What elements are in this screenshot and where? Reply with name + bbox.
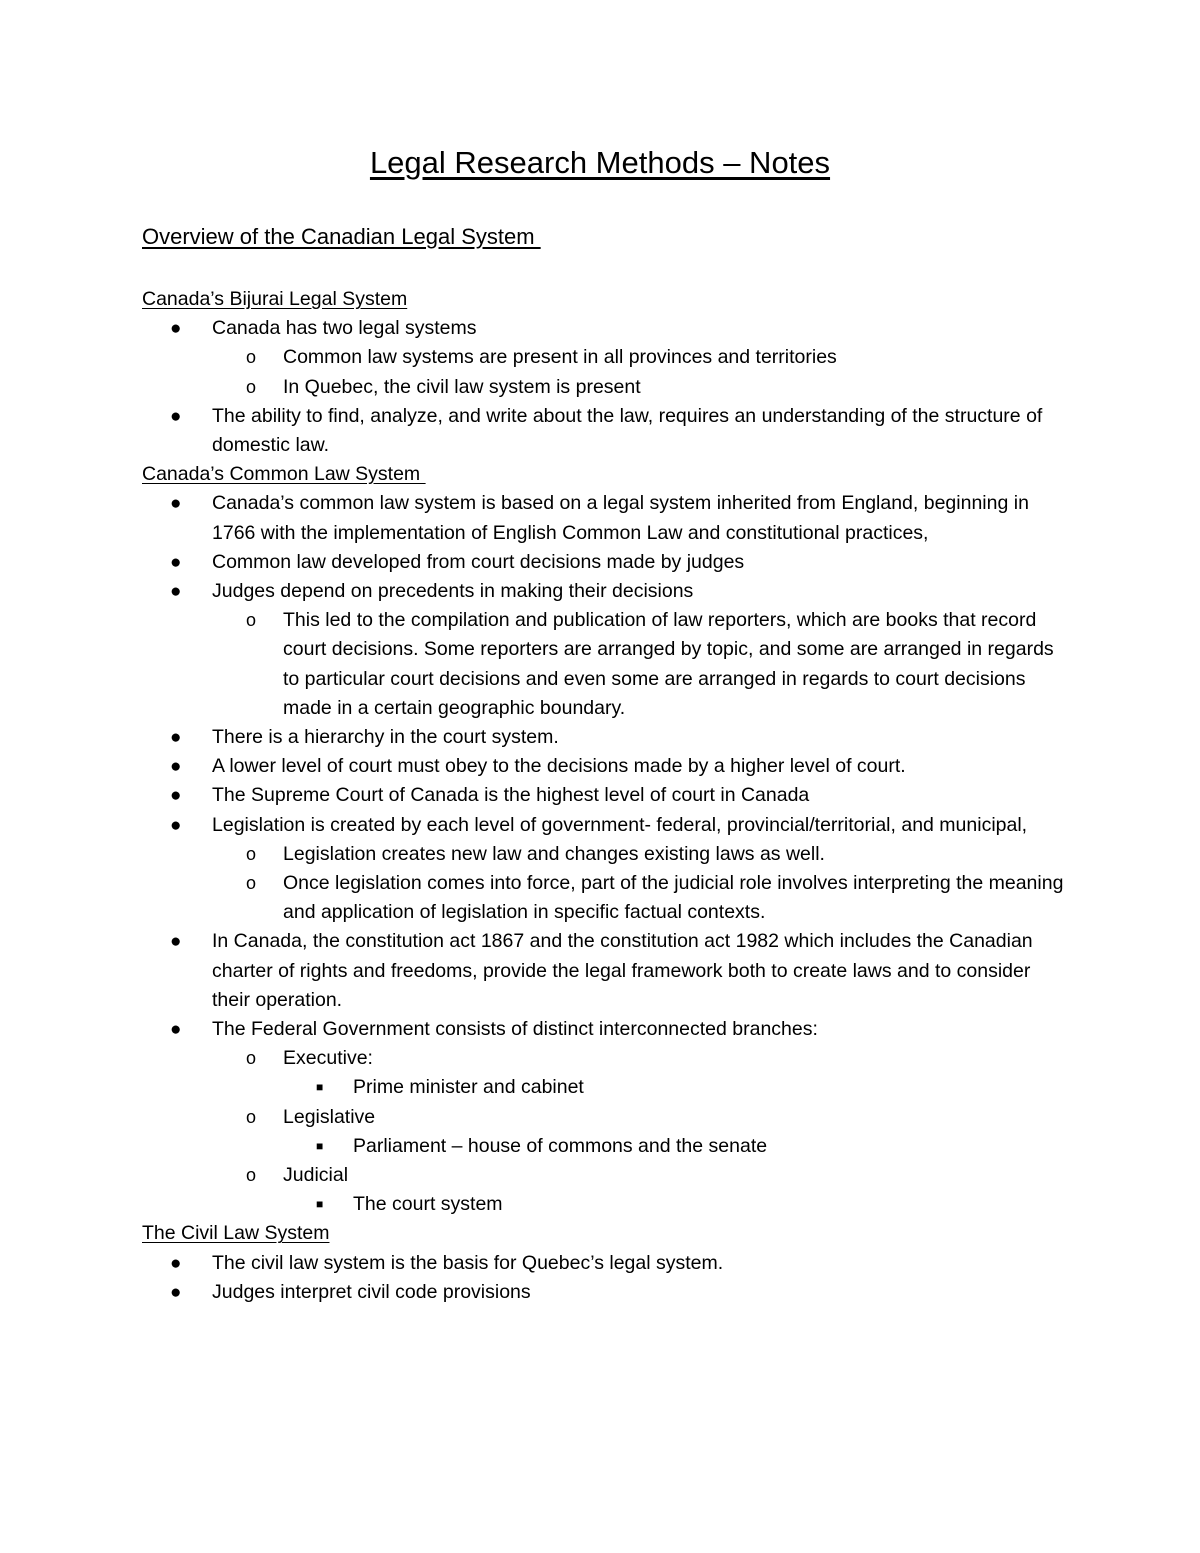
bullet-list (142, 1249, 1072, 1307)
list-item (142, 548, 1072, 577)
list-item-text: The civil law system is the basis for Quebec’s legal system. (212, 1251, 724, 1274)
list-item (142, 606, 1072, 723)
bullet-marker: ● (170, 727, 182, 749)
bullet-list (142, 314, 1072, 460)
list-item-text: In Quebec, the civil law system is present (283, 375, 641, 398)
bullet-marker: ● (170, 493, 182, 515)
list-item (142, 489, 1072, 547)
list-item (142, 752, 1072, 781)
bullet-marker: o (246, 347, 257, 368)
bullet-marker: ■ (316, 1080, 324, 1095)
bullet-marker: o (246, 1165, 257, 1186)
list-item-text: The ability to find, analyze, and write about the law, requires an understanding of the structure of domestic law. (212, 404, 1043, 456)
overview-heading: Overview of the Canadian Legal System (142, 224, 541, 249)
bullet-marker: o (246, 1048, 257, 1069)
list-item-text: There is a hierarchy in the court system. (212, 726, 559, 749)
list-item-text: Canada’s common law system is based on a legal system inherited from England, beginning in 1766 with the implementation of English Common Law and constitutional practices, (212, 492, 1029, 544)
list-item-text: The court system (353, 1193, 503, 1216)
list-item-text: This led to the compilation and publication of law reporters, which are books that record court decisions. Some reporters are arranged by topic, and some are arranged in regards to particular court decisions and even some are arranged in regards to court decisions made in a certain geographic boundary. (283, 609, 1054, 719)
list-item (142, 577, 1072, 606)
list-item (142, 1278, 1072, 1307)
bullet-marker: ● (170, 931, 182, 953)
list-item (142, 927, 1072, 1015)
list-item-text: Judges interpret civil code provisions (212, 1280, 531, 1303)
list-item (142, 402, 1072, 460)
list-item (142, 1103, 1072, 1132)
document-title: Legal Research Methods – Notes (369, 145, 831, 180)
list-item (142, 1044, 1072, 1073)
section-heading: The Civil Law System (142, 1222, 330, 1245)
list-item (142, 343, 1072, 372)
bullet-marker: ■ (316, 1197, 324, 1212)
list-item (142, 1190, 1072, 1219)
list-item (142, 1161, 1072, 1190)
list-item (142, 1249, 1072, 1278)
bullet-marker: ● (170, 1019, 182, 1041)
list-item (142, 1015, 1072, 1044)
bullet-marker: ● (170, 1281, 182, 1303)
list-item-text: Executive: (283, 1047, 373, 1070)
bullet-marker: o (246, 1106, 257, 1127)
list-item (142, 314, 1072, 343)
section-bijural-legal-system (142, 285, 1072, 460)
list-item-text: Common law systems are present in all provinces and territories (283, 346, 837, 369)
section-heading: Canada’s Bijurai Legal System (142, 288, 408, 310)
bullet-marker: ● (170, 1252, 182, 1274)
list-item-text: Legislation is created by each level of government- federal, provincial/territorial, and municipal, (212, 813, 1028, 836)
list-item-text: The Supreme Court of Canada is the highest level of court in Canada (212, 784, 810, 807)
list-item (142, 373, 1072, 402)
bullet-marker: o (246, 873, 257, 894)
list-item-text: Legislative (283, 1105, 376, 1128)
document-body (142, 285, 1072, 1307)
list-item-text: A lower level of court must obey to the decisions made by a higher level of court. (212, 755, 906, 778)
bullet-marker: o (246, 843, 257, 864)
bullet-marker: o (246, 376, 257, 397)
bullet-marker: ● (170, 318, 182, 340)
bullet-marker: ● (170, 785, 182, 807)
list-item-text: Parliament – house of commons and the senate (353, 1134, 768, 1157)
list-item (142, 723, 1072, 752)
list-item-text: Common law developed from court decisions made by judges (212, 550, 745, 573)
list-item-text: Canada has two legal systems (212, 317, 477, 340)
bullet-marker: o (246, 610, 257, 631)
bullet-marker: ● (170, 405, 182, 427)
bullet-marker: ● (170, 551, 182, 573)
list-item (142, 781, 1072, 810)
section-common-law-system (142, 460, 1072, 1219)
section-civil-law-system (142, 1219, 1072, 1307)
list-item (142, 1132, 1072, 1161)
list-item-text: Judicial (283, 1164, 349, 1187)
bullet-list (142, 489, 1072, 1219)
list-item-text: Judges depend on precedents in making their decisions (212, 580, 694, 602)
list-item-text: The Federal Government consists of distinct interconnected branches: (212, 1018, 818, 1041)
list-item (142, 840, 1072, 869)
section-heading: Canada’s Common Law System (142, 463, 426, 486)
list-item (142, 1073, 1072, 1102)
bullet-marker: ● (170, 756, 182, 778)
bullet-marker: ■ (316, 1138, 324, 1153)
bullet-marker: ● (170, 581, 182, 602)
list-item-text: Prime minister and cabinet (353, 1076, 584, 1099)
list-item-text: In Canada, the constitution act 1867 and the constitution act 1982 which includes the Canadian charter of rights and freedoms, provide the legal framework both to create laws and to consider their operation. (212, 930, 1033, 1011)
list-item (142, 869, 1072, 927)
list-item-text: Legislation creates new law and changes existing laws as well. (283, 842, 825, 865)
bullet-marker: ● (170, 814, 182, 836)
list-item (142, 811, 1072, 840)
list-item-text: Once legislation comes into force, part of the judicial role involves interpreting the meaning and application of legislation in specific factual contexts. (283, 872, 1064, 924)
